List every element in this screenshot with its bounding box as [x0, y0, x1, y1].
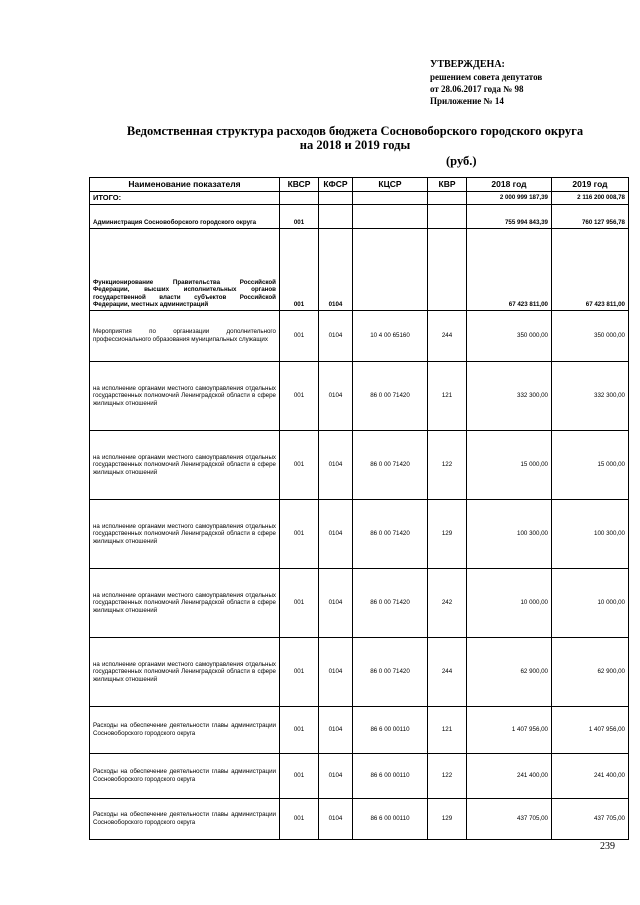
row-2019: 1 407 956,00: [552, 707, 629, 754]
row-2018: 241 400,00: [467, 754, 552, 799]
row-2019: 15 000,00: [552, 431, 629, 500]
header-kfsr: КФСР: [319, 178, 353, 192]
table-row: [90, 431, 629, 500]
row-2018: 332 300,00: [467, 362, 552, 431]
row-2018: 755 994 843,39: [467, 205, 552, 229]
approval-appendix: Приложение № 14: [430, 96, 504, 106]
row-kvsr: 001: [280, 205, 319, 229]
row-kvr: 242: [428, 569, 467, 638]
row-kvr: 122: [428, 754, 467, 799]
table-row: [90, 362, 629, 431]
total-label: ИТОГО:: [90, 192, 280, 205]
row-kvr: 244: [428, 638, 467, 707]
header-2018: 2018 год: [467, 178, 552, 192]
row-kvr: 122: [428, 431, 467, 500]
row-kvr: [428, 205, 467, 229]
row-kcsr: [353, 229, 428, 311]
approval-heading: УТВЕРЖДЕНА:: [430, 59, 505, 70]
row-kcsr: 86 6 00 00110: [353, 799, 428, 840]
row-name: Администрация Сосновоборского городского округа: [90, 205, 280, 229]
document-title: [60, 124, 640, 152]
document-title-line-1: Ведомственная структура расходов бюджета Сосновоборского городского округа: [126, 124, 584, 138]
total-2018: 2 000 999 187,39: [467, 192, 552, 205]
row-2019: 10 000,00: [552, 569, 629, 638]
row-2019: 241 400,00: [552, 754, 629, 799]
row-kcsr: 10 4 00 65160: [353, 311, 428, 362]
header-kvr: КВР: [428, 178, 467, 192]
approval-date: от 28.06.2017 года № 98: [430, 84, 524, 94]
row-kcsr: 86 0 00 71420: [353, 500, 428, 569]
row-kvr: 129: [428, 799, 467, 840]
table-row: [90, 229, 629, 311]
total-2019: 2 116 200 008,78: [552, 192, 629, 205]
row-kfsr: 0104: [319, 229, 353, 311]
header-name: Наименование показателя: [90, 178, 280, 192]
table-row: [90, 754, 629, 799]
header-2019: 2019 год: [552, 178, 629, 192]
row-kfsr: 0104: [319, 569, 353, 638]
row-name: Расходы на обеспечение деятельности главы администрации Сосновоборского городского округа: [90, 754, 280, 799]
budget-table: [89, 177, 629, 840]
row-kvsr: 001: [280, 229, 319, 311]
row-kvsr: 001: [280, 431, 319, 500]
row-kfsr: 0104: [319, 362, 353, 431]
row-kvsr: 001: [280, 754, 319, 799]
row-kcsr: [353, 205, 428, 229]
row-kvsr: 001: [280, 500, 319, 569]
row-kvsr: 001: [280, 638, 319, 707]
table-row: [90, 500, 629, 569]
header-kcsr: КЦСР: [353, 178, 428, 192]
row-2019: 332 300,00: [552, 362, 629, 431]
table-row: [90, 311, 629, 362]
row-2018: 350 000,00: [467, 311, 552, 362]
table-cell: [428, 192, 467, 205]
row-kvsr: 001: [280, 569, 319, 638]
table-row: [90, 638, 629, 707]
row-2019: 437 705,00: [552, 799, 629, 840]
header-kvsr: КВСР: [280, 178, 319, 192]
row-kfsr: [319, 205, 353, 229]
row-name: на исполнение органами местного самоуправления отдельных государственных полномочий Ленинградской области в сфере жилищных отношений: [90, 431, 280, 500]
row-2018: 100 300,00: [467, 500, 552, 569]
table-cell: [353, 192, 428, 205]
currency-unit: (руб.): [446, 154, 477, 168]
row-name: Расходы на обеспечение деятельности главы администрации Сосновоборского городского округа: [90, 707, 280, 754]
row-kvr: 121: [428, 707, 467, 754]
approval-stamp: [430, 59, 542, 107]
row-name: Расходы на обеспечение деятельности главы администрации Сосновоборского городского округа: [90, 799, 280, 840]
row-kfsr: 0104: [319, 799, 353, 840]
row-kvr: 121: [428, 362, 467, 431]
row-name: на исполнение органами местного самоуправления отдельных государственных полномочий Ленинградской области в сфере жилищных отношений: [90, 362, 280, 431]
row-kcsr: 86 0 00 71420: [353, 638, 428, 707]
row-2019: 350 000,00: [552, 311, 629, 362]
row-name: Функционирование Правительства Российской Федерации, высших исполнительных органов государственной власти субъектов Российской Федерации, местных администраций: [90, 229, 280, 311]
row-kvsr: 001: [280, 362, 319, 431]
table-cell: [280, 192, 319, 205]
total-row: [90, 192, 629, 205]
row-2019: 760 127 956,78: [552, 205, 629, 229]
table-header-row: [90, 178, 629, 192]
row-kfsr: 0104: [319, 500, 353, 569]
row-name: Мероприятия по организации дополнительного профессионального образования муниципальных служащих: [90, 311, 280, 362]
row-2019: 62 900,00: [552, 638, 629, 707]
table-cell: [319, 192, 353, 205]
row-kvsr: 001: [280, 311, 319, 362]
row-name: на исполнение органами местного самоуправления отдельных государственных полномочий Ленинградской области в сфере жилищных отношений: [90, 638, 280, 707]
table-row: [90, 707, 629, 754]
row-2018: 1 407 956,00: [467, 707, 552, 754]
row-kfsr: 0104: [319, 638, 353, 707]
row-kfsr: 0104: [319, 754, 353, 799]
row-kfsr: 0104: [319, 431, 353, 500]
page-number: 239: [600, 841, 615, 852]
row-kvr: 244: [428, 311, 467, 362]
row-2018: 10 000,00: [467, 569, 552, 638]
row-2018: 62 900,00: [467, 638, 552, 707]
row-kfsr: 0104: [319, 707, 353, 754]
row-2019: 100 300,00: [552, 500, 629, 569]
row-kvr: 129: [428, 500, 467, 569]
row-kfsr: 0104: [319, 311, 353, 362]
row-2019: 67 423 811,00: [552, 229, 629, 311]
row-kcsr: 86 6 00 00110: [353, 707, 428, 754]
approval-decision: решением совета депутатов: [430, 72, 543, 82]
row-name: на исполнение органами местного самоуправления отдельных государственных полномочий Ленинградской области в сфере жилищных отношений: [90, 569, 280, 638]
row-name: на исполнение органами местного самоуправления отдельных государственных полномочий Ленинградской области в сфере жилищных отношений: [90, 500, 280, 569]
row-kcsr: 86 6 00 00110: [353, 754, 428, 799]
table-row: [90, 569, 629, 638]
row-kcsr: 86 0 00 71420: [353, 362, 428, 431]
row-2018: 437 705,00: [467, 799, 552, 840]
row-kvr: [428, 229, 467, 311]
row-2018: 15 000,00: [467, 431, 552, 500]
row-kcsr: 86 0 00 71420: [353, 569, 428, 638]
table-row: [90, 799, 629, 840]
table-row: [90, 205, 629, 229]
row-kvsr: 001: [280, 707, 319, 754]
row-kcsr: 86 0 00 71420: [353, 431, 428, 500]
row-kvsr: 001: [280, 799, 319, 840]
row-2018: 67 423 811,00: [467, 229, 552, 311]
document-title-line-2: на 2018 и 2019 годы: [299, 138, 411, 152]
